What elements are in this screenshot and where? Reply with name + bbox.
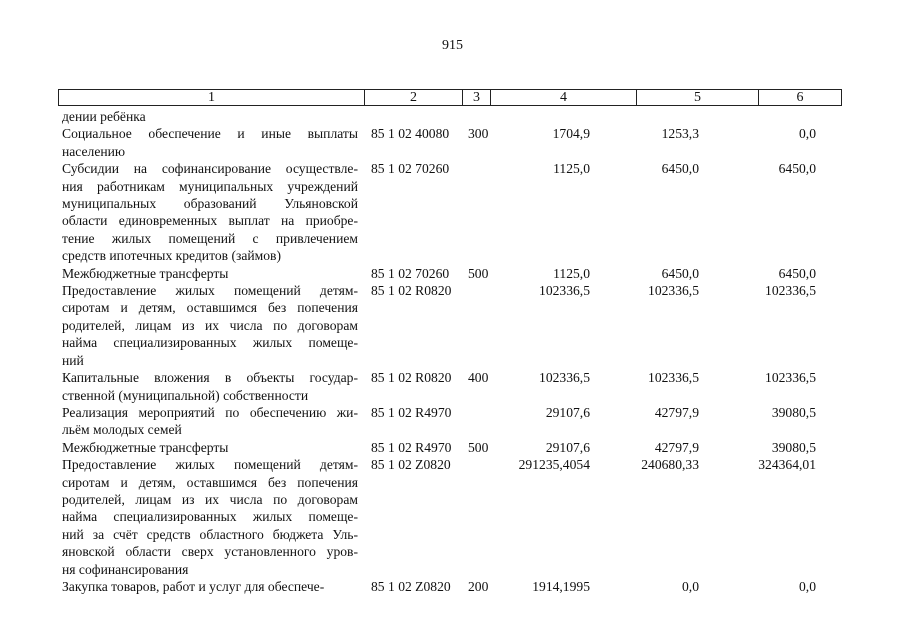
value-col-4-cell: 29107,6 [545, 439, 590, 455]
value-col-4-cell: 102336,5 [539, 283, 590, 299]
description-line: ний за счёт средств областного бюджета Уль- [62, 526, 358, 542]
description-line: Реализация мероприятий по обеспечению жи- [62, 404, 358, 420]
value-col-4-cell: 102336,5 [539, 370, 590, 386]
table-row [0, 439, 905, 456]
description-line: Предоставление жилых помещений детям- [62, 283, 358, 299]
value-col-5-cell: 6450,0 [661, 265, 699, 281]
row-description [62, 369, 358, 404]
row-description [62, 578, 358, 595]
budget-code-cell: 85 1 02 R4970 [371, 404, 452, 420]
budget-code-cell: 85 1 02 40080 [371, 126, 450, 142]
budget-code-cell: 85 1 02 R4970 [371, 439, 452, 455]
page-number: 915 [442, 38, 463, 53]
description-line: населению [62, 143, 126, 159]
header-col-5: 5 [637, 90, 759, 105]
expense-type-cell: 200 [468, 578, 489, 594]
budget-code-cell: 85 1 02 Z0820 [371, 578, 451, 594]
description-line: яновской области сверх установленного уров- [62, 544, 358, 560]
budget-code-cell: 85 1 02 R0820 [371, 283, 452, 299]
table-row [0, 160, 905, 264]
description-line: ня софинансирования [62, 561, 189, 577]
expense-type-cell: 500 [468, 265, 489, 281]
description-line: муниципальных образований Ульяновской [62, 196, 358, 212]
row-description [62, 265, 358, 282]
value-col-6-cell: 0,0 [799, 578, 816, 594]
value-col-4-cell: 1914,1995 [532, 578, 590, 594]
budget-code-cell: 85 1 02 Z0820 [371, 457, 451, 473]
budget-code-cell: 85 1 02 R0820 [371, 370, 452, 386]
value-col-6-cell: 6450,0 [778, 161, 816, 177]
description-line: Капитальные вложения в объекты государ- [62, 370, 358, 386]
row-description [62, 404, 358, 439]
row-description [62, 282, 358, 369]
value-col-6-cell: 6450,0 [778, 265, 816, 281]
value-col-5-cell: 240680,33 [641, 457, 699, 473]
value-col-4-cell: 29107,6 [545, 404, 590, 420]
table-row [0, 404, 905, 439]
description-line: тение жилых помещений с привлечением [62, 230, 358, 246]
value-col-6-cell: 39080,5 [771, 404, 816, 420]
description-line: области единовременных выплат на приобре- [62, 213, 358, 229]
description-line: Социальное обеспечение и иные выплаты [62, 126, 358, 142]
table-body [0, 108, 905, 595]
table-row [0, 456, 905, 578]
value-col-6-cell: 324364,01 [758, 457, 816, 473]
description-line: сиротам и детям, оставшимся без попечения [62, 474, 358, 490]
expense-type-cell: 400 [468, 370, 489, 386]
budget-code-cell: 85 1 02 70260 [371, 265, 450, 281]
row-description [62, 125, 358, 160]
description-line: Предоставление жилых помещений детям- [62, 457, 358, 473]
value-col-5-cell: 102336,5 [648, 283, 699, 299]
description-line: Межбюджетные трансферты [62, 439, 229, 455]
value-col-5-cell: 42797,9 [654, 404, 699, 420]
row-description [62, 456, 358, 578]
value-col-6-cell: 102336,5 [765, 283, 816, 299]
value-col-6-cell: 39080,5 [771, 439, 816, 455]
description-line: найма специализированных жилых помеще- [62, 335, 358, 351]
table-header [58, 89, 842, 106]
value-col-5-cell: 6450,0 [661, 161, 699, 177]
description-line: льём молодых семей [62, 422, 182, 438]
value-col-5-cell: 102336,5 [648, 370, 699, 386]
description-line: Субсидии на софинансирование осуществле- [62, 161, 358, 177]
table-row [0, 108, 905, 125]
value-col-6-cell: 0,0 [799, 126, 816, 142]
header-col-4: 4 [491, 90, 637, 105]
description-line: ственной (муниципальной) собственности [62, 387, 309, 403]
description-line: дении ребёнка [62, 109, 146, 124]
value-col-4-cell: 1125,0 [553, 265, 590, 281]
budget-code-cell: 85 1 02 70260 [371, 161, 450, 177]
description-line: средств ипотечных кредитов (займов) [62, 248, 282, 264]
value-col-5-cell: 0,0 [682, 578, 699, 594]
expense-type-cell: 300 [468, 126, 489, 142]
description-line: сиротам и детям, оставшимся без попечения [62, 300, 358, 316]
value-col-4-cell: 1125,0 [553, 161, 590, 177]
description-line: родителей, лицам из их числа по договорам [62, 491, 358, 507]
value-col-4-cell: 291235,4054 [518, 457, 590, 473]
row-description [62, 160, 358, 264]
value-col-4-cell: 1704,9 [552, 126, 590, 142]
table-row [0, 125, 905, 160]
row-description [62, 439, 358, 456]
description-line: Закупка товаров, работ и услуг для обеспече- [62, 578, 325, 594]
expense-type-cell: 500 [468, 439, 489, 455]
description-line: родителей, лицам из их числа по договорам [62, 317, 358, 333]
header-col-3: 3 [463, 90, 491, 105]
header-col-6: 6 [796, 90, 804, 105]
table-row [0, 369, 905, 404]
description-line: ния работникам муниципальных учреждений [62, 178, 358, 194]
table-row [0, 265, 905, 282]
header-col-2: 2 [365, 90, 463, 105]
description-line: ний [62, 352, 84, 368]
row-description [62, 108, 358, 125]
description-line: найма специализированных жилых помеще- [62, 509, 358, 525]
value-col-5-cell: 1253,3 [661, 126, 699, 142]
table-row [0, 578, 905, 595]
description-line: Межбюджетные трансферты [62, 265, 229, 281]
value-col-5-cell: 42797,9 [654, 439, 699, 455]
table-row [0, 282, 905, 369]
header-col-1: 1 [59, 90, 365, 105]
value-col-6-cell: 102336,5 [765, 370, 816, 386]
